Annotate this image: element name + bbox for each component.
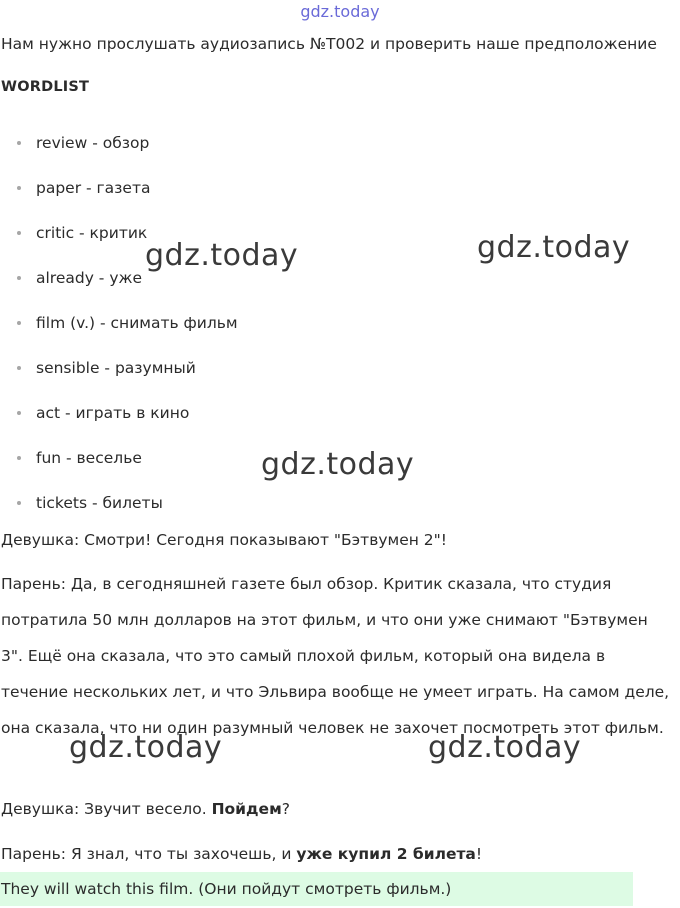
word-entry: already - уже [36,269,143,287]
dialog-text: Парень: Я знал, что ты захочешь, и [1,845,297,863]
bullet-icon [17,231,21,235]
watermark: gdz.today [428,730,582,765]
bullet-icon [17,501,21,505]
wordlist-heading: WORDLIST [1,79,90,95]
word-entry: act - играть в кино [36,404,190,422]
dialog-text: Девушка: Звучит весело. [1,800,212,818]
word-entry: fun - веселье [36,449,142,467]
word-entry: paper - газета [36,179,151,197]
dialog-line-girl-1: Девушка: Смотри! Сегодня показывают "Бэтвумен 2"! [1,531,448,549]
bullet-icon [17,411,21,415]
list-item [0,131,238,176]
site-watermark-top: gdz.today [300,2,380,21]
watermark: gdz.today [69,730,223,765]
wordlist [0,131,238,536]
dialog-line-girl-2 [1,791,671,827]
word-entry: review - обзор [36,134,150,152]
list-item [0,176,238,221]
dialog-text: ? [281,800,290,818]
answer-highlight: They will watch this film. (Они пойдут смотреть фильм.) [0,872,633,906]
bullet-icon [17,141,21,145]
watermark: gdz.today [477,230,631,265]
watermark: gdz.today [145,238,299,273]
bullet-icon [17,276,21,280]
word-entry: film (v.) - снимать фильм [36,314,238,332]
dialog-line-boy-2 [1,836,671,872]
list-item [0,356,238,401]
word-entry: critic - критик [36,224,148,242]
intro-text: Нам нужно прослушать аудиозапись №T002 и проверить наше предположение [1,35,657,53]
bullet-icon [17,186,21,190]
bullet-icon [17,366,21,370]
bullet-icon [17,321,21,325]
dialog-line-boy-1: Парень: Да, в сегодняшней газете был обзор. Критик сказала, что студия потратила 50 млн долларов на этот фильм, и что они уже снимают "Бэтвумен 3". Ещё она сказала, что это самый плохой фильм, который она видела в течение нескольких лет, и что Эльвира вообще не умеет играть. На самом деле, она сказала, что ни один разумный человек не захочет посмотреть этот фильм. [1,575,670,737]
bullet-icon [17,456,21,460]
dialog-emphasis: Пойдем [211,800,282,818]
word-entry: tickets - билеты [36,494,163,512]
dialog-text: ! [475,845,483,863]
list-item [0,311,238,356]
word-entry: sensible - разумный [36,359,196,377]
list-item [0,401,238,446]
list-item [0,446,238,491]
watermark: gdz.today [261,447,415,482]
dialog-emphasis: уже купил 2 билета [296,845,476,863]
